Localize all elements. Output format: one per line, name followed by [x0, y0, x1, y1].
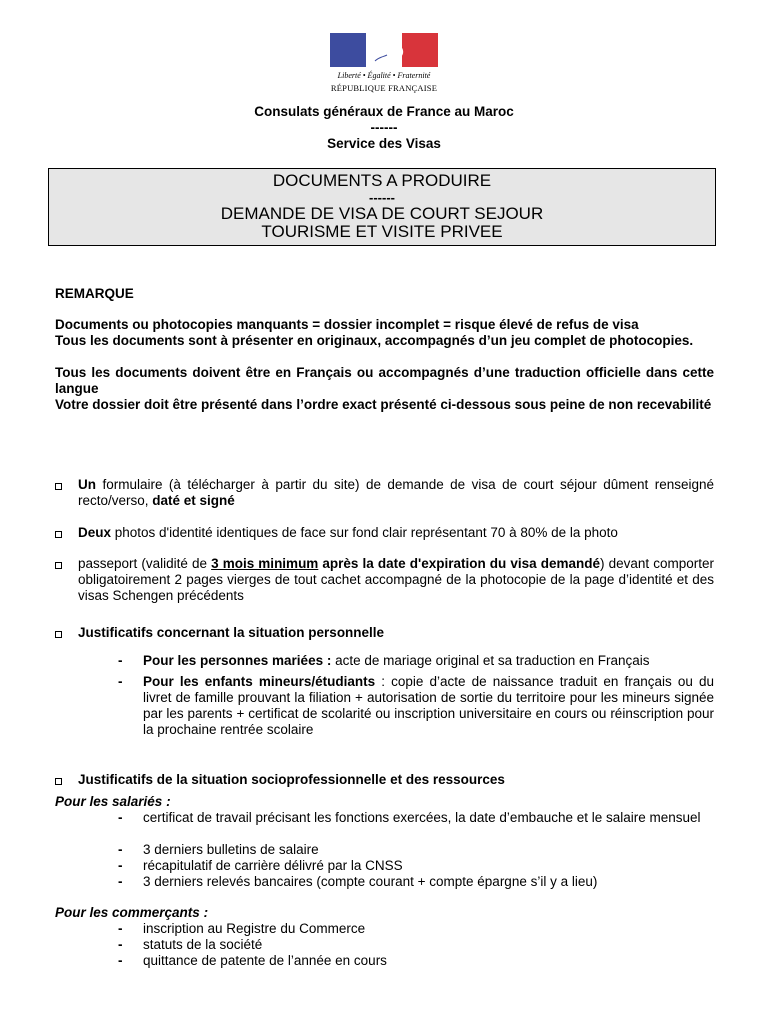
title-documents: DOCUMENTS A PRODUIRE: [272, 171, 492, 190]
employees-label: Pour les salariés :: [55, 794, 171, 809]
dash-marker: -: [118, 953, 123, 968]
republique-francaise-logo: [329, 33, 439, 95]
title-box: [48, 168, 716, 246]
dash-marker: -: [118, 874, 123, 889]
dash-marker: -: [118, 937, 123, 952]
remark-missing-docs: Documents ou photocopies manquants = dossier incomplet = risque élevé de refus de visa: [55, 317, 639, 332]
merchant-doc-trade-register: inscription au Registre du Commerce: [143, 921, 366, 936]
item-minors-students: Pour les enfants mineurs/étudiants : copie d’acte de naissance traduit en français ou du livret de famille prouvant la filiation + autorisation de sortie du territoire pour les mineurs signée par les parents + certificat de scolarité ou inscription universitaire en cours ou réinscription pour la prochaine rentrée scolaire: [143, 674, 714, 737]
title-visa-type: DEMANDE DE VISA DE COURT SEJOUR: [220, 204, 544, 223]
employee-doc-bank-statements: 3 derniers relevés bancaires (compte courant + compte épargne s’il y a lieu): [143, 874, 598, 889]
item-photos: Deux photos d'identité identiques de face sur fond clair représentant 70 à 80% de la photo: [78, 525, 618, 540]
org-title: Consulats généraux de France au Maroc: [254, 104, 514, 119]
item-application-form: Un formulaire (à télécharger à partir du site) de demande de visa de court séjour dûment renseigné recto/verso, daté et signé: [78, 477, 714, 508]
service-title: Service des Visas: [327, 136, 441, 151]
employee-doc-career-summary: récapitulatif de carrière délivré par la CNSS: [143, 858, 403, 873]
remark-heading: REMARQUE: [55, 286, 134, 301]
merchants-label: Pour les commerçants :: [55, 905, 209, 920]
item-married: Pour les personnes mariées : acte de mariage original et sa traduction en Français: [143, 653, 650, 668]
dash-marker: -: [118, 842, 123, 857]
logo-motto: Liberté • Égalité • Fraternité: [337, 71, 431, 80]
remark-order: Votre dossier doit être présenté dans l’ordre exact présenté ci-dessous sous peine de non recevabilité: [55, 397, 712, 412]
remark-originals: Tous les documents sont à présenter en originaux, accompagnés d’un jeu complet de photocopies.: [55, 333, 694, 348]
remark-language: Tous les documents doivent être en Français ou accompagnés d’une traduction officielle dans cette langue: [55, 365, 714, 396]
marianne-profile-icon: [355, 35, 411, 67]
dash-marker: -: [118, 810, 123, 825]
merchant-doc-license-receipt: quittance de patente de l’année en cours: [143, 953, 387, 968]
title-purpose: TOURISME ET VISITE PRIVEE: [261, 222, 503, 241]
dash-marker: -: [118, 653, 123, 668]
socio-situation-heading: Justificatifs de la situation socioprofessionnelle et des ressources: [78, 772, 505, 787]
merchant-doc-company-statutes: statuts de la société: [143, 937, 263, 952]
dash-marker: -: [118, 921, 123, 936]
personal-situation-heading: Justificatifs concernant la situation personnelle: [78, 625, 385, 640]
logo-republic-text: RÉPUBLIQUE FRANÇAISE: [330, 83, 438, 93]
dash-marker: -: [118, 858, 123, 873]
item-passport: passeport (validité de 3 mois minimum après la date d'expiration du visa demandé) devant comporter obligatoirement 2 pages vierges de tout cachet accompagné de la photocopie de la page d’identité et des visas Schengen précédents: [78, 556, 714, 603]
dash-marker: -: [118, 674, 123, 689]
employee-doc-payslips: 3 derniers bulletins de salaire: [143, 842, 319, 857]
title-separator: ------: [369, 190, 395, 205]
employee-doc-work-certificate: certificat de travail précisant les fonctions exercées, la date d’embauche et le salaire mensuel: [143, 810, 701, 825]
header-separator: ------: [370, 120, 398, 135]
